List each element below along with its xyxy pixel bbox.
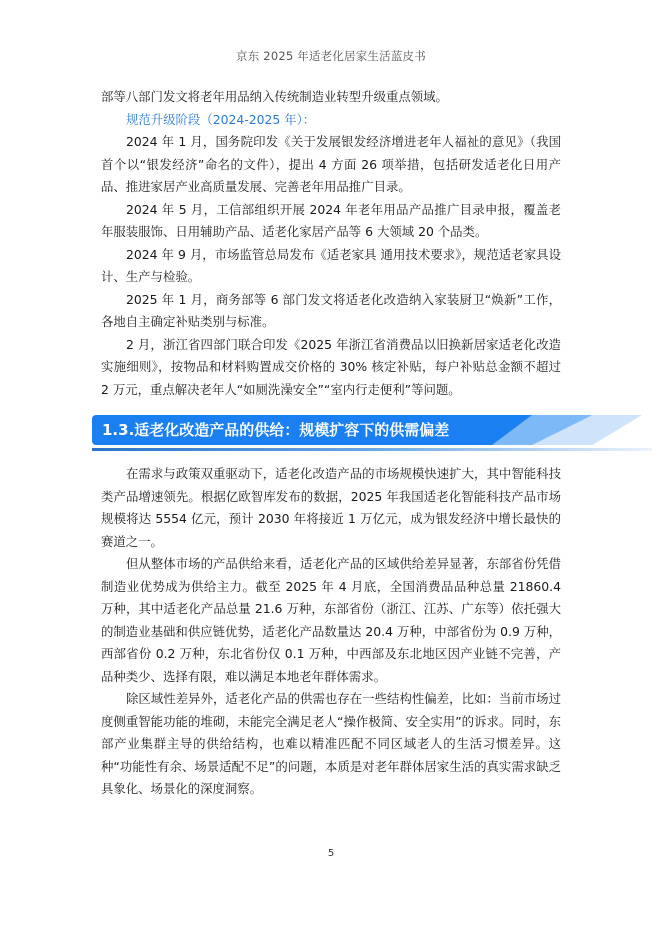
section-title: 1.3.适老化改造产品的供给：规模扩容下的供需偏差: [102, 421, 450, 439]
page-number: 5: [327, 848, 335, 859]
paragraph: 2025 年 1 月，商务部等 6 部门发文将适老化改造纳入家装厨卫“焕新”工作，各地自主确定补贴类别与标准。: [101, 291, 561, 329]
continuation-text: 部等八部门发文将老年用品纳入传统制造业转型升级重点领域。: [101, 89, 448, 104]
paragraph: 在需求与政策双重驱动下，适老化改造产品的市场规模快速扩大，其中智能科技类产品增速领先。根据亿欧智库发布的数据，2025 年我国适老化智能科技产品市场规模将达 5554 亿元，预计 2030 年将接近 1 万亿元，成为银发经济中增长最快的赛道之一。: [101, 466, 561, 549]
policy-timeline: [101, 86, 561, 401]
paragraph: 2024 年 9 月，市场监管总局发布《适老家具 通用技术要求》，规范适老家具设计、生产与检验。: [101, 246, 561, 284]
paragraph: 2024 年 5 月，工信部组织开展 2024 年老年用品产品推广目录申报，覆盖老年服装服饰、日用辅助产品、适老化家居产品等 6 大领域 20 个品类。: [101, 201, 561, 239]
section-underline: [92, 448, 652, 451]
paragraph: 但从整体市场的产品供给来看，适老化产品的区域供给差异显著，东部省份凭借制造业优势成为供给主力。截至 2025 年 4 月底，全国消费品品种总量 21860.4 万种，其中适老化产品总量 21.6 万种，东部省份（浙江、江苏、广东等）依托强大的制造业基础和供应链优势，适老化产品数量达 20.4 万种，中部省份为 0.9 万种，西部省份 0.2 万种，东北省份仅 0.1 万种，中西部及东北地区因产业链不完善，产品种类少、选择有限，难以满足本地老年群体需求。: [101, 556, 561, 684]
paragraph: 2024 年 1 月，国务院印发《关于发展银发经济增进老年人福祉的意见》（我国首个以“银发经济”命名的文件），提出 4 方面 26 项举措，包括研发适老化日用产品、推进家居产业高质量发展、完善老年用品推广目录。: [101, 134, 561, 194]
paragraph: 除区域性差异外，适老化产品的供需也存在一些结构性偏差，比如：当前市场过度侧重智能功能的堆砌，未能完全满足老人“操作极简、安全实用”的诉求。同时，东部产业集群主导的供给结构，也难以精准匹配不同区域老人的生活习惯差异。这种“功能性有余、场景适配不足”的问题，本质是对老年群体居家生活的真实需求缺乏具象化、场景化的深度洞察。: [101, 691, 561, 796]
section-body: [101, 463, 561, 801]
section-heading-banner: [92, 415, 652, 453]
paragraph: 2 月，浙江省四部门联合印发《2025 年浙江省消费品以旧换新居家适老化改造实施细则》，按物品和材料购置成交价格的 30% 核定补贴，每户补贴总金额不超过 2 万元，重点解决老年人“如厕洗澡安全”“室内行走便利”等问题。: [101, 336, 561, 397]
running-header: 京东 2025 年适老化居家生活蓝皮书: [236, 49, 426, 63]
stage-subheading: 规范升级阶段（2024-2025 年）：: [126, 111, 316, 127]
